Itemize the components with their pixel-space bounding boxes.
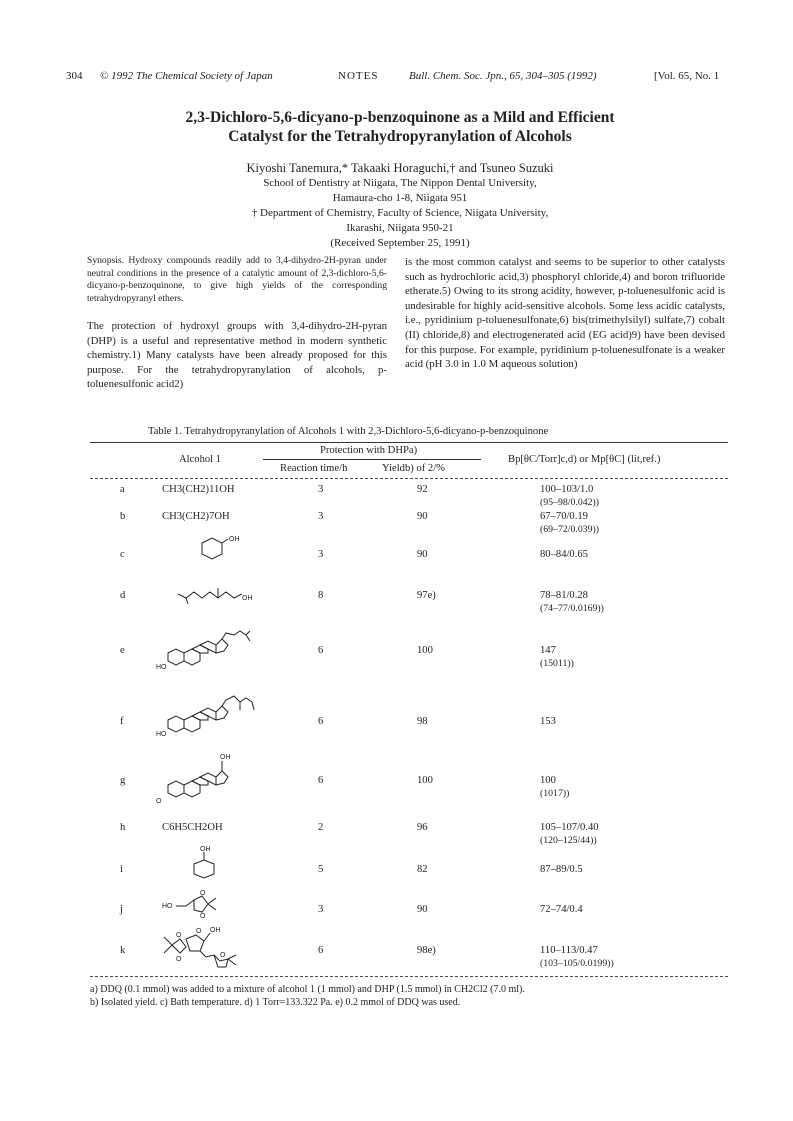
affiliations — [100, 176, 700, 251]
intro-paragraph: The protection of hydroxyl groups with 3,4-dihydro-2H-pyran (DHP) is a useful and representative method in modern synthetic chemistry.1) Many catalysts have been already proposed for this purpose. For the tetrahydropyranylation of alcohols, p-toluenesulfonic acid2) — [87, 320, 387, 391]
svg-text:O: O — [176, 956, 182, 963]
yield: 90 — [417, 549, 428, 560]
row-id: b — [120, 511, 126, 522]
bp-value: 100–103/1.0 — [540, 484, 594, 495]
affiliation-line: † Department of Chemistry, Faculty of Science, Niigata University, — [251, 207, 549, 219]
svg-text:O: O — [200, 890, 206, 897]
svg-text:O: O — [200, 913, 206, 920]
reaction-time: 8 — [318, 590, 324, 601]
right-column: is the most common catalyst and seems to be superior to other catalysts such as hydrochloric acid,3) phosphoryl chloride,4) and boron trifluoride etherate.5) Owing to its strong acidity, however, p-toluenesulfonic acid is undesirable for highly acid-sensitive alcohols. Some less acidic catalysts, i.e., pyridinium p-toluenesulfonate,6) bis(trimethylsilyl) sulfate,7) cobalt (II) chloride,8) and electrogenerated acid (EG acid)9) have been devised for this purpose. For example, pyridinium p-toluenesulfonate is a weaker acid (pH 3.0 in 1.0 M aqueous solution) — [405, 256, 725, 371]
synopsis — [87, 255, 387, 305]
geraniol-structure — [174, 584, 264, 608]
alcohol-formula: CH3(CH2)7OH — [162, 511, 230, 522]
stigmasterol-structure — [154, 690, 264, 740]
svg-text:OH: OH — [229, 536, 240, 543]
row-id: f — [120, 716, 124, 727]
boiling-point — [540, 864, 583, 877]
boiling-point — [540, 822, 599, 847]
title-line-1: 2,3-Dichloro-5,6-dicyano-p-benzoquinone as a Mild and Efficient — [185, 109, 615, 126]
reaction-time: 6 — [318, 945, 324, 956]
left-column — [87, 255, 387, 392]
svg-text:OH: OH — [200, 846, 211, 853]
header-bp: Bp[θC/Torr]c,d) or Mp[θC] (lit,ref.) — [508, 454, 661, 465]
reaction-time: 2 — [318, 822, 324, 833]
boiling-point — [540, 549, 588, 562]
bp-literature: (15011)) — [540, 657, 574, 669]
yield: 90 — [417, 511, 428, 522]
row-id: i — [120, 864, 123, 875]
svg-text:OH: OH — [242, 595, 253, 602]
bp-value: 80–84/0.65 — [540, 549, 588, 560]
yield: 100 — [417, 775, 433, 786]
received-date: (Received September 25, 1991) — [330, 237, 470, 249]
bp-value: 100 — [540, 775, 556, 786]
reaction-time: 3 — [318, 549, 324, 560]
solketal-structure — [160, 890, 250, 920]
yield: 98e) — [417, 945, 436, 956]
bp-literature: (1017)) — [540, 787, 570, 799]
header-sub-rule — [263, 459, 481, 460]
table-footnotes — [90, 983, 730, 1009]
bp-literature: (120–125/44)) — [540, 834, 597, 846]
yield: 82 — [417, 864, 428, 875]
svg-text:O: O — [176, 932, 182, 939]
bp-value: 153 — [540, 716, 556, 727]
article-title — [100, 108, 700, 146]
header-bottom-rule — [90, 478, 728, 479]
alcohol-formula: C6H5CH2OH — [162, 822, 223, 833]
cyclic-hydroxy-structure — [182, 846, 232, 882]
affiliation-line: School of Dentistry at Niigata, The Nippon Dental University, — [263, 177, 537, 189]
footnote-a: a) DDQ (0.1 mmol) was added to a mixture of alcohol 1 (1 mmol) and DHP (1.5 mmol) in CH2Cl2 (7.0 ml). — [90, 984, 525, 995]
bp-value: 105–107/0.40 — [540, 822, 599, 833]
yield: 97e) — [417, 590, 436, 601]
affiliation-line: Hamaura-cho 1-8, Niigata 951 — [332, 192, 468, 204]
header-protection: Protection with DHPa) — [320, 445, 418, 456]
bp-literature: (69–72/0.039)) — [540, 523, 600, 535]
volume-label: [Vol. 65, No. 1 — [654, 70, 720, 82]
bp-literature: (103–105/0.0199)) — [540, 957, 614, 969]
table-bottom-rule — [90, 976, 728, 977]
synopsis-text: Hydroxy compounds readily add to 3,4-dihydro-2H-pyran under neutral conditions in the presence of a catalytic amount of 2,3-dichloro-5,6-dicyano-p-benzoquinone, to give high yields of the corresponding tetrahydropyranyl ethers. — [87, 255, 387, 304]
footnote-b-e: b) Isolated yield. c) Bath temperature. d) 1 Torr=133.322 Pa. e) 0.2 mmol of DDQ was used. — [90, 997, 461, 1008]
row-id: e — [120, 645, 125, 656]
reaction-time: 6 — [318, 775, 324, 786]
page-number: 304 — [66, 70, 83, 82]
yield: 90 — [417, 904, 428, 915]
reaction-time: 3 — [318, 484, 324, 495]
boiling-point — [540, 945, 614, 970]
svg-text:HO: HO — [162, 903, 173, 910]
title-line-2: Catalyst for the Tetrahydropyranylation of Alcohols — [228, 128, 572, 145]
row-id: c — [120, 549, 125, 560]
reaction-time: 5 — [318, 864, 324, 875]
bp-value: 67–70/0.19 — [540, 511, 588, 522]
bp-value: 147 — [540, 645, 556, 656]
svg-text:HO: HO — [156, 664, 167, 671]
affiliation-line: Ikarashi, Niigata 950-21 — [346, 222, 454, 234]
bp-literature: (95–98/0.042)) — [540, 496, 600, 508]
header-alcohol: Alcohol 1 — [179, 454, 222, 465]
reaction-time: 3 — [318, 511, 324, 522]
header-yield: Yieldb) of 2/% — [382, 463, 445, 474]
bp-value: 78–81/0.28 — [540, 590, 588, 601]
svg-text:O: O — [156, 798, 162, 805]
yield: 98 — [417, 716, 428, 727]
svg-text:HO: HO — [156, 731, 167, 738]
reaction-time: 3 — [318, 904, 324, 915]
boiling-point — [540, 590, 604, 615]
boiling-point — [540, 511, 599, 536]
boiling-point — [540, 775, 569, 800]
svg-text:OH: OH — [220, 754, 231, 761]
row-id: h — [120, 822, 126, 833]
synopsis-label: Synopsis. — [87, 255, 125, 266]
table-caption: Table 1. Tetrahydropyranylation of Alcohols 1 with 2,3-Dichloro-5,6-dicyano-p-benzoquinone — [148, 426, 549, 437]
row-id: a — [120, 484, 125, 495]
row-id: j — [120, 904, 123, 915]
bp-literature: (74–77/0.0169)) — [540, 602, 604, 614]
testosterone-structure — [154, 753, 264, 805]
bp-value: 87–89/0.5 — [540, 864, 583, 875]
diacetone-glucose-structure — [162, 925, 252, 969]
journal-citation: Bull. Chem. Soc. Jpn., 65, 304–305 (1992) — [409, 70, 597, 82]
row-id: g — [120, 775, 126, 786]
bp-value: 72–74/0.4 — [540, 904, 583, 915]
cyclohexanol-structure — [190, 535, 240, 565]
header-reaction-time: Reaction time/h — [280, 463, 348, 474]
svg-text:O: O — [220, 952, 226, 959]
svg-text:O: O — [196, 928, 202, 935]
reaction-time: 6 — [318, 645, 324, 656]
yield: 96 — [417, 822, 428, 833]
table-top-rule — [90, 442, 728, 443]
author-list: Kiyoshi Tanemura,* Takaaki Horaguchi,† and Tsuneo Suzuki — [246, 161, 554, 175]
row-id: d — [120, 590, 126, 601]
copyright-line: © 1992 The Chemical Society of Japan — [100, 70, 273, 82]
boiling-point — [540, 904, 583, 917]
reaction-time: 6 — [318, 716, 324, 727]
svg-text:OH: OH — [210, 927, 221, 934]
boiling-point — [540, 645, 574, 670]
yield: 100 — [417, 645, 433, 656]
row-id: k — [120, 945, 126, 956]
bp-value: 110–113/0.47 — [540, 945, 598, 956]
boiling-point — [540, 716, 556, 729]
yield: 92 — [417, 484, 428, 495]
alcohol-formula: CH3(CH2)11OH — [162, 484, 235, 495]
section-label: NOTES — [338, 70, 379, 82]
boiling-point — [540, 484, 599, 509]
running-head — [66, 70, 736, 86]
cholesterol-structure — [154, 623, 264, 673]
